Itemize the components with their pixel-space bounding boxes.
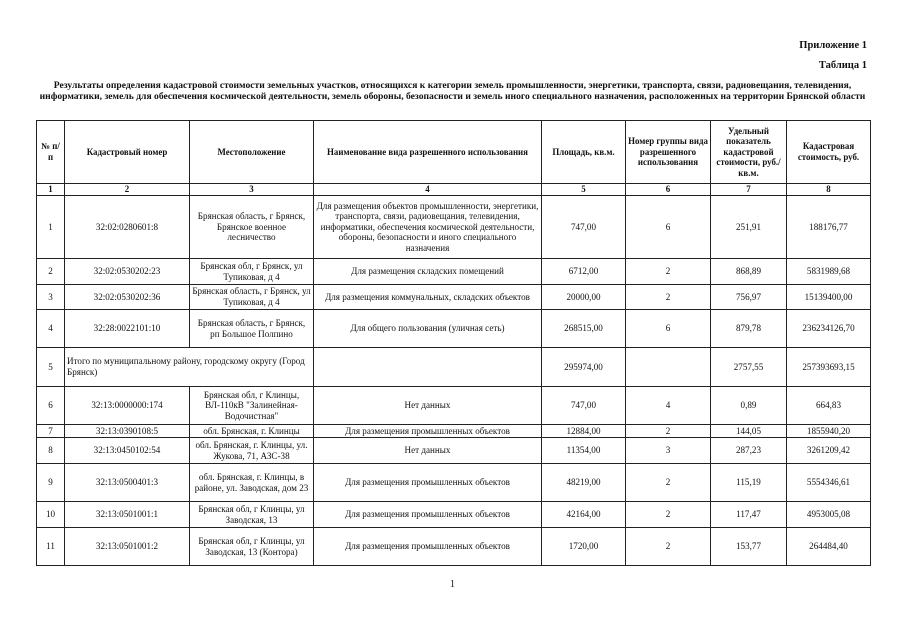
- column-number: 6: [626, 184, 711, 196]
- cell-unit-value: 251,91: [711, 196, 787, 259]
- cell-index: 8: [37, 438, 65, 464]
- cell-cadastral-number: 32:13:0501001:2: [65, 528, 190, 566]
- cell-unit-value: 0,89: [711, 387, 787, 425]
- cell-group-number: 2: [626, 285, 711, 310]
- cell-index: 5: [37, 348, 65, 387]
- subtotal-row: [37, 348, 871, 387]
- cell-unit-value: 879,78: [711, 310, 787, 348]
- table-row: [37, 502, 871, 528]
- table-row: [37, 528, 871, 566]
- cell-group-number: 6: [626, 196, 711, 259]
- column-number: 4: [314, 184, 542, 196]
- cell-index: 11: [37, 528, 65, 566]
- cell-area: 747,00: [542, 387, 626, 425]
- cell-location: Брянская область, г Брянск, рп Большое Полпино: [190, 310, 314, 348]
- cell-cadastral-value: 5554346,61: [787, 464, 871, 502]
- cell-index: 10: [37, 502, 65, 528]
- cell-location: обл. Брянская, г. Клинцы, в районе, ул. Заводская, дом 23: [190, 464, 314, 502]
- cell-group-number: [626, 348, 711, 387]
- cell-cadastral-number: 32:13:0500401:3: [65, 464, 190, 502]
- table-row: [37, 425, 871, 438]
- cell-area: 295974,00: [542, 348, 626, 387]
- cell-index: 9: [37, 464, 65, 502]
- table-row: [37, 310, 871, 348]
- cell-cadastral-number: 32:02:0280601:8: [65, 196, 190, 259]
- cell-cadastral-value: 664,83: [787, 387, 871, 425]
- column-number-row: [37, 184, 871, 196]
- appendix-label: Приложение 1: [799, 40, 867, 51]
- cell-use-type: Для размещения промышленных объектов: [314, 425, 542, 438]
- cell-unit-value: 153,77: [711, 528, 787, 566]
- cell-cadastral-number: 32:13:0390108:5: [65, 425, 190, 438]
- column-number: 3: [190, 184, 314, 196]
- header-row: [37, 121, 871, 184]
- document-title: Результаты определения кадастровой стоимости земельных участков, относящихся к категории земель промышленности, энергетики, транспорта, связи, радиовещания, телевидения, информатики, земель для обеспечения космической деятельности, земель обороны, безопасности и земель иного специального назначения, расположенных на территории Брянской области: [39, 80, 866, 103]
- cell-cadastral-number: 32:02:0530202:23: [65, 259, 190, 285]
- cell-location: обл. Брянская, г. Клинцы, ул. Жукова, 71, АЗС-38: [190, 438, 314, 464]
- cell-area: 12884,00: [542, 425, 626, 438]
- cell-use-type: Для размещения складских помещений: [314, 259, 542, 285]
- cell-cadastral-number: 32:02:0530202:36: [65, 285, 190, 310]
- column-number: 5: [542, 184, 626, 196]
- cell-index: 6: [37, 387, 65, 425]
- cell-area: 747,00: [542, 196, 626, 259]
- cell-cadastral-value: 1855940,20: [787, 425, 871, 438]
- cell-unit-value: 2757,55: [711, 348, 787, 387]
- cell-area: 268515,00: [542, 310, 626, 348]
- cell-cadastral-value: 5831989,68: [787, 259, 871, 285]
- cell-cadastral-number: 32:13:0450102:54: [65, 438, 190, 464]
- cell-use-type: Для размещения промышленных объектов: [314, 502, 542, 528]
- header-cell-index: № п/п: [37, 121, 65, 184]
- column-number: 7: [711, 184, 787, 196]
- cell-group-number: 2: [626, 528, 711, 566]
- cell-cadastral-number: 32:28:0022101:10: [65, 310, 190, 348]
- cell-index: 1: [37, 196, 65, 259]
- column-number: 1: [37, 184, 65, 196]
- cell-area: 42164,00: [542, 502, 626, 528]
- table-row: [37, 387, 871, 425]
- table-number-label: Таблица 1: [818, 60, 867, 71]
- cell-location: Брянская обл, г Клинцы, ул Заводская, 13 (Контора): [190, 528, 314, 566]
- cell-use-type: Для размещения объектов промышленности, энергетики, транспорта, связи, радиовещания, телевидения, информатики, обеспечения космической деятельности, обороны, безопасности и иного специального назначения: [314, 196, 542, 259]
- cell-group-number: 2: [626, 259, 711, 285]
- header-cell-cadastral-number: Кадастровый номер: [65, 121, 190, 184]
- cell-index: 4: [37, 310, 65, 348]
- cell-index: 3: [37, 285, 65, 310]
- cell-use-type: [314, 348, 542, 387]
- header-cell-use-type: Наименование вида разрешенного использования: [314, 121, 542, 184]
- cell-group-number: 2: [626, 464, 711, 502]
- header-cell-location: Местоположение: [190, 121, 314, 184]
- cell-unit-value: 756,97: [711, 285, 787, 310]
- cell-cadastral-value: 257393693,15: [787, 348, 871, 387]
- cell-location: Брянская область, г Брянск, ул Тупиковая, д 4: [190, 285, 314, 310]
- cell-cadastral-value: 236234126,70: [787, 310, 871, 348]
- cell-unit-value: 868,89: [711, 259, 787, 285]
- cell-location: Брянская обл, г Клинцы, ул Заводская, 13: [190, 502, 314, 528]
- cell-area: 20000,00: [542, 285, 626, 310]
- header-cell-cadastral-value: Кадастровая стоимость, руб.: [787, 121, 871, 184]
- cell-cadastral-number: 32:13:0000000:174: [65, 387, 190, 425]
- header-cell-unit-value: Удельный показатель кадастровой стоимости, руб./кв.м.: [711, 121, 787, 184]
- cell-use-type: Для размещения промышленных объектов: [314, 528, 542, 566]
- cell-unit-value: 144,05: [711, 425, 787, 438]
- table-row: [37, 464, 871, 502]
- cell-cadastral-value: 15139400,00: [787, 285, 871, 310]
- cell-index: 7: [37, 425, 65, 438]
- cell-cadastral-value: 188176,77: [787, 196, 871, 259]
- cell-location: Брянская область, г Брянск, Брянское военное лесничество: [190, 196, 314, 259]
- cell-group-number: 2: [626, 502, 711, 528]
- cell-group-number: 3: [626, 438, 711, 464]
- cell-area: 1720,00: [542, 528, 626, 566]
- cell-area: 6712,00: [542, 259, 626, 285]
- cell-index: 2: [37, 259, 65, 285]
- cadastral-table: [36, 120, 871, 566]
- cell-unit-value: 117,47: [711, 502, 787, 528]
- cell-group-number: 6: [626, 310, 711, 348]
- cell-location: обл. Брянская, г. Клинцы: [190, 425, 314, 438]
- cell-cadastral-value: 264484,40: [787, 528, 871, 566]
- header-cell-area: Площадь, кв.м.: [542, 121, 626, 184]
- cell-unit-value: 115,19: [711, 464, 787, 502]
- cell-location: Брянская обл, г Брянск, ул Тупиковая, д 4: [190, 259, 314, 285]
- cell-cadastral-number: 32:13:0501001:1: [65, 502, 190, 528]
- cell-cadastral-value: 4953005,08: [787, 502, 871, 528]
- cell-use-type: Для размещения промышленных объектов: [314, 464, 542, 502]
- cell-cadastral-value: 3261209,42: [787, 438, 871, 464]
- table-row: [37, 196, 871, 259]
- cell-area: 11354,00: [542, 438, 626, 464]
- table-row: [37, 438, 871, 464]
- page-number: 1: [450, 579, 455, 590]
- cell-use-type: Для размещения коммунальных, складских объектов: [314, 285, 542, 310]
- subtotal-label: Итого по муниципальному району, городскому округу (Город Брянск): [65, 348, 314, 387]
- cell-group-number: 2: [626, 425, 711, 438]
- cell-location: Брянская обл, г Клинцы, ВЛ-110кВ "Залинейная-Водочистная": [190, 387, 314, 425]
- header-cell-group-number: Номер группы вида разрешенного использования: [626, 121, 711, 184]
- column-number: 2: [65, 184, 190, 196]
- cell-use-type: Для общего пользования (уличная сеть): [314, 310, 542, 348]
- table-row: [37, 285, 871, 310]
- cell-group-number: 4: [626, 387, 711, 425]
- cell-unit-value: 287,23: [711, 438, 787, 464]
- cell-use-type: Нет данных: [314, 387, 542, 425]
- column-number: 8: [787, 184, 871, 196]
- cell-use-type: Нет данных: [314, 438, 542, 464]
- table-row: [37, 259, 871, 285]
- cell-area: 48219,00: [542, 464, 626, 502]
